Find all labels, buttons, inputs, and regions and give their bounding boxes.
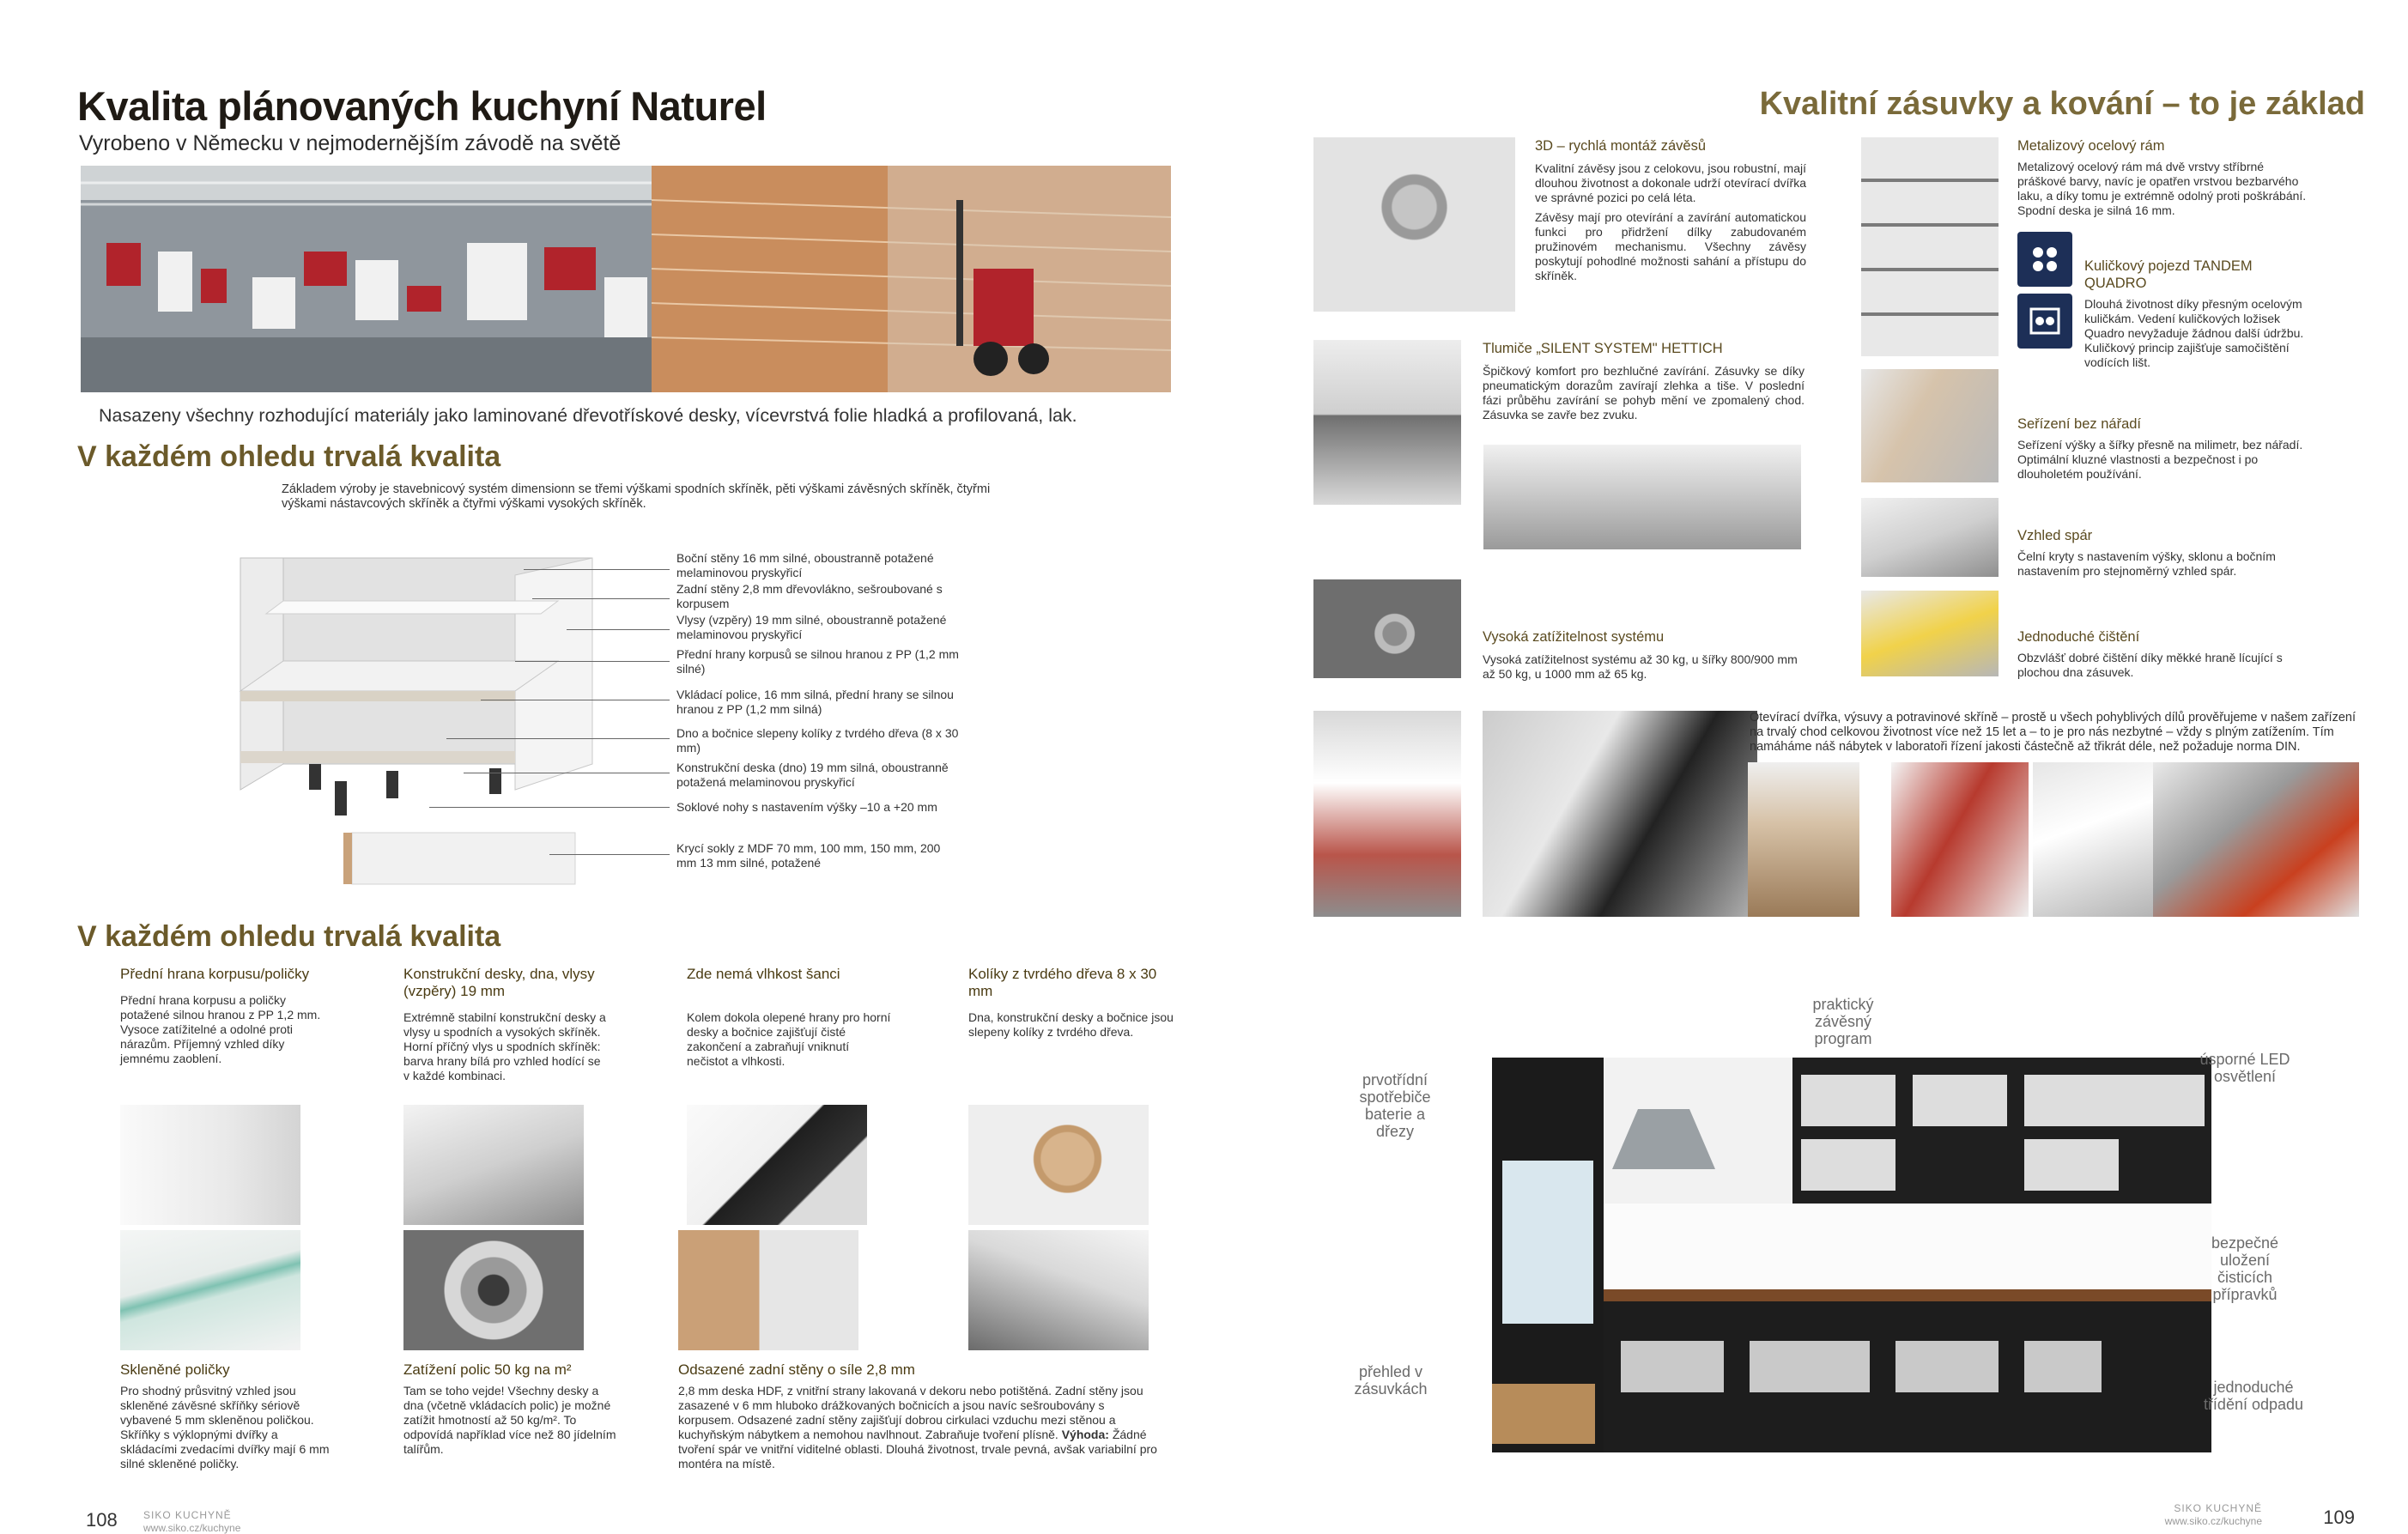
feature-text: Tam se toho vejde! Všechny desky a dna (včetně vkládacích polic) je možné zatížit hmotností až 50 kg/m². To odpovídá například více než 80 jídelním talířům. [403, 1384, 616, 1456]
factory-photo [81, 166, 1171, 392]
photo-drawer-interior [1483, 445, 1801, 549]
feature-text-after: Žádné tvoření spár ve vnitřní viditelné oblasti. Dlouhá životnost, trvale pevná, avšak variabilní pro montéra na místě. [678, 1428, 1157, 1470]
metal-frame-info [2017, 137, 2314, 218]
adjust-info [2017, 415, 2314, 482]
item-title: Seřízení bez nářadí [2017, 416, 2142, 432]
page-title-right: Kvalitní zásuvky a kování – to je základ [1759, 86, 2365, 122]
cabinet-illustration [232, 549, 678, 910]
photo-metal-drawers [1861, 137, 1999, 356]
item-title: Kuličkový pojezd TANDEM QUADRO [2084, 258, 2253, 291]
feature-card [120, 966, 326, 1066]
diagram-label: Zadní stěny 2,8 mm dřevovláknо, sešroubované s korpusem [676, 582, 943, 610]
bottom-feature [678, 1361, 1159, 1471]
diagram-label: Vlysy (vzpěry) 19 mm silné, oboustranně potažené melaminovou pryskyřicí [676, 613, 947, 641]
callout-led: úsporné LED osvětlení [2199, 1051, 2290, 1085]
footer-url-right: www.siko.cz/kuchyne [2164, 1515, 2262, 1527]
photo-sealed-edge [687, 1105, 867, 1225]
photo-test-rig [1483, 711, 1757, 917]
section-intro: Základem výroby je stavebnicový systém dimensionn se třemi výškami spodních skříněk, pěti výškami závěsných skříněk, čtyřmi výškami nástavcových skříněk a čtyřmi výškami vysokých skříněk. [282, 482, 991, 511]
kitchen-illustration [1492, 1058, 2211, 1452]
feature-text: Extrémně stabilní konstrukční desky a vlysy u spodních a vysokých skříněk. Horní příčný vlys u spodních skříněk: barva hrany bílá pro vzhled hodící se v každé kombinaci. [403, 1010, 606, 1082]
item-text: Závěsy mají pro otevírání a zavírání automatickou funkci pro přidržení dílky zabudovaném pružinovém mechanismu. Všechny závěsy poskytují pohodlné možnosti sahání a přístupu do skříněk. [1535, 210, 1806, 282]
leader-line [515, 661, 670, 662]
feature-title: Zde nemá vlhkost šanci [687, 966, 840, 982]
diagram-label: Přední hrany korpusů se silnou hranou z PP (1,2 mm silné) [676, 647, 959, 676]
gap-info [2017, 527, 2314, 579]
leader-line [567, 629, 670, 630]
ball-bearing-icon [2026, 302, 2064, 340]
load-info [1483, 628, 1804, 682]
callout-waste: jednoduché třídění odpadu [2203, 1379, 2304, 1413]
callout-appliances: prvotřídní spotřebiče baterie a dřezy [1359, 1071, 1431, 1140]
item-title: Vzhled spár [2017, 528, 2093, 543]
photo-kitchen [1492, 1058, 2211, 1452]
feature-text-main: 2,8 mm deska HDF, z vnitřní strany lakovaná v dekoru nebo potištěná. Zadní stěny jsou zasazené v 6 mm hluboko drážkovaných bočnicích a jsou navíc sešroubovány s korpusem. Odsazené zadní stěny zajišťují dobrou cirkulaci vzduchu mezi stěnou a kuchyňským nábytkem a nemohou navlhnout. Zabraňuje tvoření plísně. [678, 1384, 1143, 1441]
feature-title: Konstrukční desky, dna, vlysy (vzpěry) 19 mm [403, 966, 595, 999]
feature-title: Odsazené zadní stěny o síle 2,8 mm [678, 1361, 915, 1378]
leader-line [524, 569, 670, 570]
photo-boards [403, 1105, 584, 1225]
leader-line [446, 738, 670, 739]
page-title: Kvalita plánovaných kuchyní Naturel [77, 83, 767, 129]
diagram-label: Soklové nohy s nastavením výšky –10 a +20 mm [676, 800, 937, 814]
item-text: Metalizový ocelový rám má dvě vrstvy stříbrné práškové barvy, navíc je opatřen vrstvou bezbarvého laku, a díky tomu je extrémně odolný proti poškrábání. Spodní deska je silná 16 mm. [2017, 160, 2307, 217]
page-subtitle: Vyrobeno v Německu v nejmodernějším závodě na světě [79, 131, 622, 155]
item-text: Vysoká zatížitelnost systému až 30 kg, u šířky 800/900 mm až 50 kg, u 1000 mm až 65 kg. [1483, 652, 1798, 681]
feature-card [687, 966, 893, 1069]
photo-weight [403, 1230, 584, 1350]
feature-text: Pro shodný průsvitný vzhled jsou skleněné závěsné skříňky sériově vybavené 5 mm skleněnou poličkou. Skříňky s výklopnými dvířky a skládacími zvedacími dvířky mají 6 mm silné skleněné poličky. [120, 1384, 330, 1470]
hinge-info [1535, 137, 1806, 283]
item-text: Obzvlášť dobré čištění díky měkké hraně lícující s plochou dna zásuvek. [2017, 651, 2283, 679]
item-title: 3D – rychlá montáž závěsů [1535, 138, 1707, 154]
photo-glass-shelf [120, 1230, 300, 1350]
photo-woman-drawer [1313, 340, 1461, 505]
photo-drill [968, 1230, 1149, 1350]
item-title: Vysoká zatížitelnost systému [1483, 629, 1665, 645]
ball-bearing-icon [2026, 240, 2064, 278]
photo-test-doors [1891, 762, 2029, 917]
photo-chef-test [2033, 762, 2170, 917]
item-title: Tlumiče „SILENT SYSTEM" HETTICH [1483, 341, 1723, 356]
feature-title: Přední hrana korpusu/poličky [120, 966, 310, 982]
diagram-label: Krycí sokly z MDF 70 mm, 100 mm, 150 mm, 200 mm 13 mm silné, potažené [676, 841, 941, 870]
factory-illustration [81, 166, 1171, 392]
section-title-quality-2: V každém ohledu trvalá kvalita [77, 920, 501, 953]
item-text: Dlouhá životnost díky přesným ocelovým kuličkám. Vedení kuličkových ložisek Quadro nevyžaduje žádnou další údržbu. Kuličkový princip zajišťuje samočištění vodících lišt. [2084, 297, 2304, 369]
photo-lab-worker [1313, 711, 1461, 917]
page-number-right: 109 [2323, 1507, 2355, 1528]
feature-text: Přední hrana korpusu a poličky potažené silnou hranou z PP 1,2 mm. Vysoce zatížitelné a odolné proti nárazům. Příjemný vzhled díky jemnému zaoblení. [120, 993, 321, 1065]
photo-cleaning [1861, 591, 1999, 676]
leader-line [532, 598, 670, 599]
leader-line [429, 807, 670, 808]
feature-text: Kolem dokola olepené hrany pro horní desky a bočnice zajišťují čisté zakončení a zabraňují vniknutí nečistot a vlhkosti. [687, 1010, 891, 1068]
footer-brand-right: SIKO KUCHYNĚ [2174, 1502, 2262, 1514]
photo-edge [120, 1105, 300, 1225]
cabinet-diagram [232, 549, 678, 910]
materials-text: Nasazeny všechny rozhodující materiály jako laminované dřevotřískové desky, vícevrstvá folie hladká a profilovaná, lak. [99, 405, 1077, 426]
leader-line [549, 854, 670, 855]
feature-title: Zatížení polic 50 kg na m² [403, 1361, 572, 1378]
footer-url-left: www.siko.cz/kuchyne [143, 1522, 241, 1534]
diagram-label: Konstrukční deska (dno) 19 mm silná, oboustranně potažená melaminovou pryskyřicí [676, 761, 949, 789]
item-title: Metalizový ocelový rám [2017, 138, 2165, 154]
photo-test-carousel [1748, 762, 1859, 917]
item-text: Kvalitní závěsy jsou z celokovu, jsou robustní, mají dlouhou životnost a dokonale udrží otevírací dvířka ve správné pozici po celá léta. [1535, 161, 1806, 204]
cleaning-info [2017, 628, 2314, 680]
item-title: Jednoduché čištění [2017, 629, 2140, 645]
callout-drawers: přehled v zásuvkách [1354, 1363, 1428, 1398]
bottom-feature [403, 1361, 618, 1457]
feature-text: Dna, konstrukční desky a bočnice jsou slepeny kolíky z tvrdého dřeva. [968, 1010, 1174, 1039]
photo-adjust-hand [1861, 369, 1999, 482]
photo-dowel [968, 1105, 1149, 1225]
callout-hanging: praktický závěsný program [1812, 996, 1874, 1047]
callout-cleaners: bezpečné uložení čisticích přípravků [2211, 1234, 2279, 1303]
item-text: Špičkový komfort pro bezhlučné zavírání. Zásuvky se díky pneumatickým dorazům zavírají zlehka a tiše. V poslední fázi průběhu zavírání se pohyb mění ve zpomalený chod. Zásuvka se zavře bez zvuku. [1483, 364, 1804, 421]
page-number-left: 108 [86, 1509, 118, 1531]
photo-gap [1861, 498, 1999, 577]
tandem-icon [2017, 232, 2072, 287]
item-text: Čelní kryty s nastavením výšky, sklonu a bočním nastavením pro stejnoměrný vzhled spár. [2017, 549, 2276, 578]
testing-text: Otevírací dvířka, výsuvy a potravinové skříně – prostě u všech pohyblivých dílů prověřujeme v našem zařízení na trvalý chod celkovou životnost více než 15 let a – to je pro nás nezbytné – vždy s plným zatížením. Tím namáháme náš nábytek v laboratoři řízení jakosti částečně až třikrát déle, než požaduje norma DIN. [1750, 711, 2356, 754]
diagram-label: Boční stěny 16 mm silné, oboustranně potažené melaminovou pryskyřicí [676, 551, 934, 579]
feature-card [968, 966, 1174, 1040]
feature-text-bold: Výhoda: [1061, 1428, 1109, 1441]
item-text: Seřízení výšky a šířky přesně na milimetr, bez nářadí. Optimální kluzné vlastnosti a bezpečnost i po dlouholetém používání. [2017, 438, 2303, 481]
photo-drawer-load [1313, 579, 1461, 678]
feature-card [403, 966, 610, 1083]
feature-text [678, 1384, 1159, 1471]
bottom-feature [120, 1361, 335, 1471]
section-title-quality: V každém ohledu trvalá kvalita [77, 440, 501, 473]
diagram-label: Vkládací police, 16 mm silná, přední hrany se silnou hranou z PP (1,2 mm silná) [676, 688, 954, 716]
tandem-info [2084, 258, 2316, 370]
silent-info [1483, 340, 1804, 422]
diagram-label: Dno a bočnice slepeny kolíky z tvrdého dřeva (8 x 30 mm) [676, 726, 959, 755]
feature-title: Kolíky z tvrdého dřeva 8 x 30 mm [968, 966, 1157, 999]
feature-title: Skleněné poličky [120, 1361, 230, 1378]
footer-brand-left: SIKO KUCHYNĚ [143, 1509, 232, 1521]
photo-back-panel [678, 1230, 858, 1350]
photo-robot-test [2153, 762, 2359, 917]
tandem-icon-2 [2017, 294, 2072, 349]
photo-hinge [1313, 137, 1515, 312]
